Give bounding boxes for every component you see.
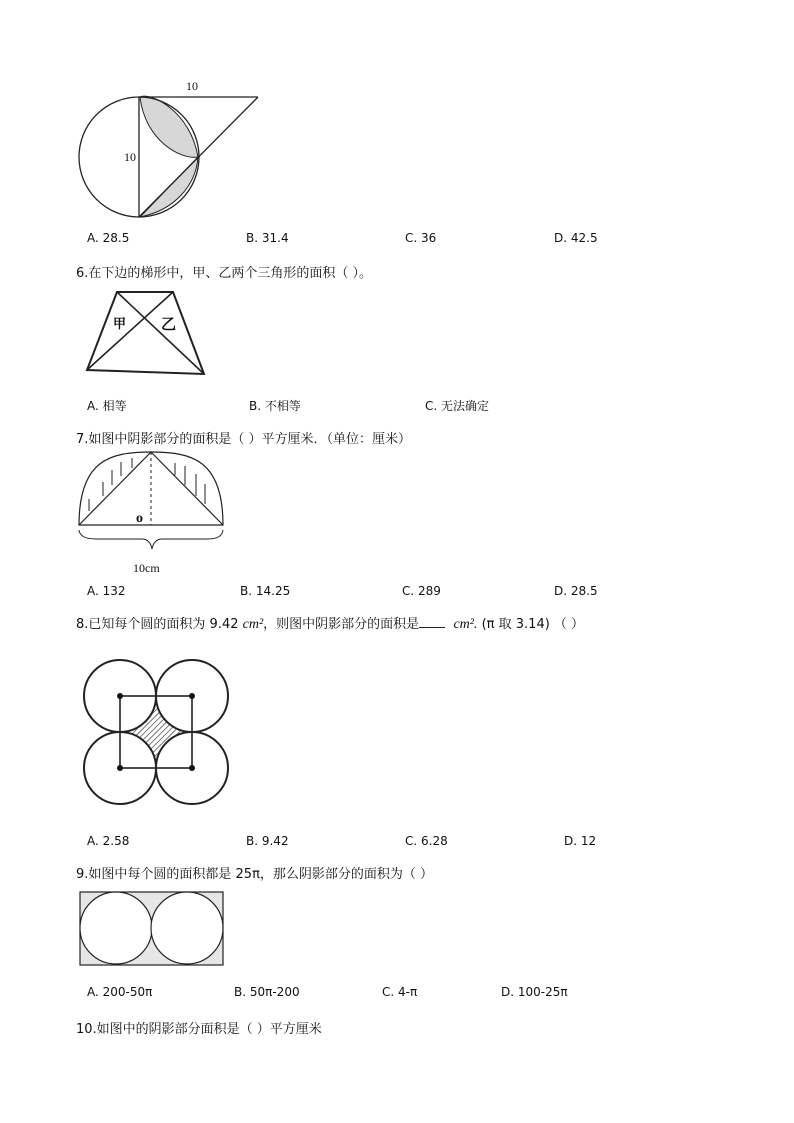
q7-width-label: 10cm (133, 561, 160, 575)
q8-option-a[interactable]: A. 2.58 (87, 834, 130, 848)
q7-center-label: o (136, 511, 143, 526)
q8-circles-figure (82, 658, 232, 808)
q7-triangle-right (151, 452, 223, 525)
q8-unit-2: cm². (453, 617, 478, 632)
q8-unit-1: cm² (242, 617, 264, 632)
q6-trapezoid (87, 292, 204, 374)
q8-text-b: ，则图中阴影部分的面积是 (263, 617, 420, 632)
q6-option-a[interactable]: A. 相等 (87, 399, 127, 413)
q9-option-b[interactable]: B. 50π-200 (234, 985, 300, 999)
q5-option-c[interactable]: C. 36 (405, 231, 437, 245)
q9-rect-figure (78, 890, 226, 968)
q5-option-b[interactable]: B. 31.4 (246, 231, 289, 245)
q7-option-a[interactable]: A. 132 (87, 584, 126, 598)
q8-option-c[interactable]: C. 6.28 (405, 834, 448, 848)
q8-question (76, 613, 584, 633)
q8-text-a: 8.已知每个圆的面积为 9.42 (76, 617, 243, 632)
q7-option-b[interactable]: B. 14.25 (240, 584, 291, 598)
q7-brace (79, 530, 223, 549)
q7-option-c[interactable]: C. 289 (402, 584, 441, 598)
q8-option-b[interactable]: B. 9.42 (246, 834, 289, 848)
q8-shaded-star (120, 696, 192, 768)
q9-option-c[interactable]: C. 4-π (382, 985, 418, 999)
q7-option-d[interactable]: D. 28.5 (554, 584, 598, 598)
q6-question-text: 6.在下边的梯形中，甲、乙两个三角形的面积（ ）。 (76, 266, 373, 281)
q6-label-jia: 甲 (113, 317, 127, 332)
q10-question-text: 10.如图中的阴影部分面积是（ ）平方厘米 (76, 1022, 322, 1037)
q5-option-a[interactable]: A. 28.5 (87, 231, 130, 245)
q9-option-a[interactable]: A. 200-50π (87, 985, 153, 999)
q5-top-label: 10 (186, 79, 198, 93)
q5-figure (70, 78, 270, 223)
q9-question-text: 9.如图中每个圆的面积都是 25π，那么阴影部分的面积为（ ） (76, 867, 434, 882)
q8-text-c: (π 取 3.14) （ ） (481, 617, 585, 632)
q7-semicircle-figure (76, 448, 228, 558)
q6-option-b[interactable]: B. 不相等 (249, 399, 301, 413)
q8-blank (419, 615, 445, 628)
q5-option-d[interactable]: D. 42.5 (554, 231, 598, 245)
q9-option-d[interactable]: D. 100-25π (501, 985, 568, 999)
q6-option-c[interactable]: C. 无法确定 (425, 399, 490, 413)
q9-circle-left (80, 892, 152, 964)
q7-hatching (89, 458, 205, 511)
q8-option-d[interactable]: D. 12 (564, 834, 597, 848)
q7-question-text: 7.如图中阴影部分的面积是（ ）平方厘米．（单位：厘米） (76, 432, 412, 447)
q6-trapezoid-figure (84, 288, 208, 378)
q9-circle-right (151, 892, 223, 964)
q5-side-label: 10 (124, 150, 136, 164)
q6-label-yi: 乙 (161, 315, 177, 333)
